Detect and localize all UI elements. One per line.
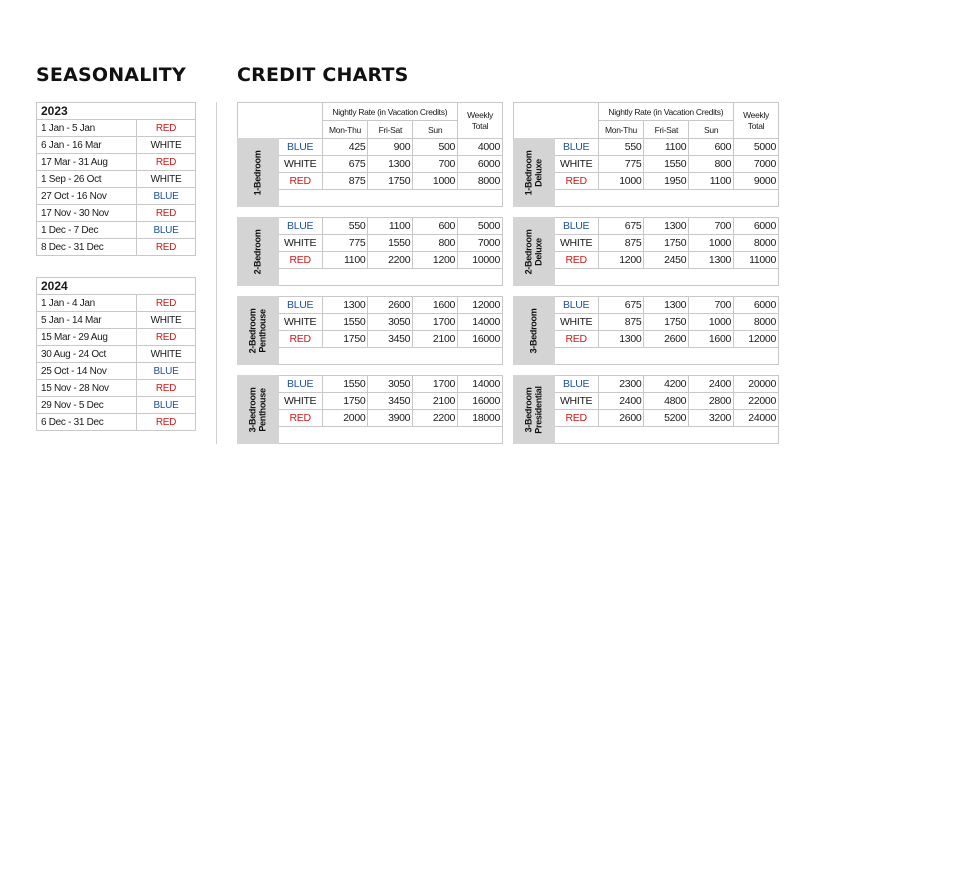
credit-value: 1300	[598, 331, 644, 348]
date-range: 17 Nov - 30 Nov	[37, 205, 137, 222]
season-label: WHITE	[278, 314, 322, 331]
table-row	[37, 295, 196, 312]
credit-value: 1000	[598, 173, 644, 190]
credit-value: 16000	[458, 393, 503, 410]
credit-value: 2200	[368, 252, 413, 269]
credit-value: 1700	[413, 314, 458, 331]
credit-value: 1000	[689, 235, 734, 252]
season-badge: RED	[137, 414, 196, 431]
room-name-line: 3-Bedroom	[528, 308, 539, 353]
credit-value: 1100	[644, 139, 689, 156]
date-range: 1 Sep - 26 Oct	[37, 171, 137, 188]
credit-value: 18000	[458, 410, 503, 427]
season-label: RED	[278, 252, 322, 269]
credit-value: 3450	[368, 393, 413, 410]
season-label: RED	[554, 173, 598, 190]
empty-cell	[554, 190, 778, 207]
season-badge: RED	[137, 380, 196, 397]
weekly-total-header	[734, 103, 779, 139]
sun-header: Sun	[413, 121, 458, 139]
room-rate-table	[513, 217, 779, 286]
table-row	[514, 218, 779, 235]
credit-charts-title: CREDIT CHARTS	[237, 64, 409, 86]
credit-value: 800	[689, 156, 734, 173]
room-rate-table	[513, 138, 779, 207]
season-badge: RED	[137, 239, 196, 256]
season-badge: BLUE	[137, 363, 196, 380]
room-name-line: Penthouse	[256, 308, 267, 353]
season-label: RED	[554, 410, 598, 427]
credit-value: 1750	[368, 173, 413, 190]
empty-cell	[278, 190, 502, 207]
season-label: WHITE	[554, 235, 598, 252]
fri-sat-header: Fri-Sat	[644, 121, 689, 139]
credit-value: 3050	[368, 376, 413, 393]
credit-value: 24000	[734, 410, 779, 427]
credit-value: 800	[413, 235, 458, 252]
credit-value: 2600	[598, 410, 644, 427]
table-row	[37, 188, 196, 205]
credit-value: 1700	[413, 376, 458, 393]
table-row	[37, 154, 196, 171]
header-blank	[514, 103, 599, 139]
year-row	[37, 103, 196, 120]
credit-value: 1200	[598, 252, 644, 269]
season-label: WHITE	[554, 393, 598, 410]
season-badge: WHITE	[137, 137, 196, 154]
credit-value: 2000	[322, 410, 368, 427]
credit-value: 2100	[413, 393, 458, 410]
season-label: WHITE	[278, 235, 322, 252]
room-rate-table	[237, 138, 503, 207]
room-type-label	[238, 376, 279, 444]
room-rate-table	[513, 296, 779, 365]
season-label: BLUE	[278, 297, 322, 314]
credit-value: 2200	[413, 410, 458, 427]
season-label: WHITE	[278, 156, 322, 173]
credit-value: 10000	[458, 252, 503, 269]
table-row	[238, 218, 503, 235]
credit-value: 1600	[689, 331, 734, 348]
credit-value: 1300	[644, 297, 689, 314]
date-range: 27 Oct - 16 Nov	[37, 188, 137, 205]
total-label: Total	[747, 120, 765, 131]
table-row	[37, 346, 196, 363]
season-label: BLUE	[278, 139, 322, 156]
date-range: 6 Jan - 16 Mar	[37, 137, 137, 154]
room-type-label	[238, 218, 279, 286]
credit-value: 9000	[734, 173, 779, 190]
table-row	[37, 222, 196, 239]
credit-value: 675	[322, 156, 368, 173]
table-row	[37, 120, 196, 137]
credit-value: 3200	[689, 410, 734, 427]
room-name-line: 2-Bedroom	[247, 308, 258, 353]
credit-value: 700	[689, 218, 734, 235]
date-range: 25 Oct - 14 Nov	[37, 363, 137, 380]
season-label: RED	[278, 331, 322, 348]
season-badge: BLUE	[137, 188, 196, 205]
credit-value: 2400	[598, 393, 644, 410]
credit-value: 6000	[734, 218, 779, 235]
credit-value: 16000	[458, 331, 503, 348]
date-range: 5 Jan - 14 Mar	[37, 312, 137, 329]
room-name-line: 2-Bedroom	[252, 229, 263, 274]
credit-chart-header	[237, 102, 503, 139]
season-label: BLUE	[554, 139, 598, 156]
room-name-line: 1-Bedroom	[252, 150, 263, 195]
room-name-line: 3-Bedroom	[247, 387, 258, 432]
season-label: RED	[278, 173, 322, 190]
year-label: 2023	[37, 103, 196, 120]
room-name-line: Penthouse	[256, 387, 267, 432]
date-range: 30 Aug - 24 Oct	[37, 346, 137, 363]
credit-value: 1750	[644, 235, 689, 252]
empty-cell	[554, 427, 778, 444]
credit-value: 425	[322, 139, 368, 156]
season-label: WHITE	[278, 393, 322, 410]
credit-value: 14000	[458, 376, 503, 393]
credit-value: 8000	[734, 314, 779, 331]
mon-thu-header: Mon-Thu	[322, 121, 368, 139]
table-row	[238, 297, 503, 314]
credit-value: 550	[598, 139, 644, 156]
table-row	[37, 239, 196, 256]
season-label: RED	[554, 252, 598, 269]
room-name-line: 3-Bedroom	[523, 387, 534, 432]
credit-value: 1550	[368, 235, 413, 252]
weekly-label: Weekly	[467, 109, 493, 120]
season-label: BLUE	[554, 218, 598, 235]
date-range: 15 Mar - 29 Aug	[37, 329, 137, 346]
room-rate-table	[237, 296, 503, 365]
credit-value: 600	[689, 139, 734, 156]
credit-value: 1550	[322, 314, 368, 331]
room-rate-table	[513, 375, 779, 444]
table-row	[514, 376, 779, 393]
credit-value: 4000	[458, 139, 503, 156]
seasonality-table-2024	[36, 277, 196, 431]
credit-value: 12000	[734, 331, 779, 348]
season-label: BLUE	[278, 218, 322, 235]
table-row	[238, 376, 503, 393]
table-row	[514, 297, 779, 314]
credit-value: 1950	[644, 173, 689, 190]
table-row	[37, 380, 196, 397]
table-row	[37, 414, 196, 431]
season-badge: WHITE	[137, 312, 196, 329]
credit-value: 1300	[322, 297, 368, 314]
credit-value: 1100	[689, 173, 734, 190]
nightly-rate-header: Nightly Rate (in Vacation Credits)	[598, 103, 734, 121]
room-name-line: Deluxe	[532, 237, 543, 266]
table-row	[37, 171, 196, 188]
room-type-label	[514, 297, 555, 365]
credit-value: 8000	[734, 235, 779, 252]
table-row	[37, 329, 196, 346]
sun-header: Sun	[689, 121, 734, 139]
credit-value: 1550	[644, 156, 689, 173]
credit-value: 500	[413, 139, 458, 156]
credit-value: 775	[322, 235, 368, 252]
total-label: Total	[471, 120, 489, 131]
season-label: BLUE	[278, 376, 322, 393]
credit-value: 2600	[368, 297, 413, 314]
season-label: BLUE	[554, 376, 598, 393]
credit-value: 5000	[734, 139, 779, 156]
credit-value: 6000	[458, 156, 503, 173]
date-range: 1 Jan - 4 Jan	[37, 295, 137, 312]
season-badge: RED	[137, 205, 196, 222]
credit-value: 2300	[598, 376, 644, 393]
credit-value: 875	[322, 173, 368, 190]
room-type-label	[514, 376, 555, 444]
credit-value: 2450	[644, 252, 689, 269]
weekly-total-header	[458, 103, 503, 139]
credit-value: 8000	[458, 173, 503, 190]
date-range: 8 Dec - 31 Dec	[37, 239, 137, 256]
date-range: 29 Nov - 5 Dec	[37, 397, 137, 414]
credit-value: 14000	[458, 314, 503, 331]
credit-value: 600	[413, 218, 458, 235]
season-badge: BLUE	[137, 397, 196, 414]
credit-value: 550	[322, 218, 368, 235]
room-type-label	[238, 297, 279, 365]
table-row	[37, 312, 196, 329]
season-badge: WHITE	[137, 171, 196, 188]
table-row	[238, 139, 503, 156]
credit-value: 1200	[413, 252, 458, 269]
season-label: RED	[554, 331, 598, 348]
season-badge: BLUE	[137, 222, 196, 239]
season-label: BLUE	[554, 297, 598, 314]
credit-value: 1300	[644, 218, 689, 235]
nightly-rate-header: Nightly Rate (in Vacation Credits)	[322, 103, 458, 121]
season-label: WHITE	[554, 314, 598, 331]
room-rate-table	[237, 375, 503, 444]
season-label: WHITE	[554, 156, 598, 173]
season-badge: RED	[137, 329, 196, 346]
credit-value: 6000	[734, 297, 779, 314]
empty-cell	[554, 269, 778, 286]
credit-value: 3050	[368, 314, 413, 331]
credit-value: 1600	[413, 297, 458, 314]
section-divider	[216, 102, 217, 444]
room-name-line: 2-Bedroom	[523, 229, 534, 274]
credit-value: 4200	[644, 376, 689, 393]
date-range: 6 Dec - 31 Dec	[37, 414, 137, 431]
credit-value: 1300	[689, 252, 734, 269]
room-type-label	[514, 139, 555, 207]
date-range: 1 Dec - 7 Dec	[37, 222, 137, 239]
credit-chart-header	[513, 102, 779, 139]
table-row	[37, 363, 196, 380]
credit-value: 900	[368, 139, 413, 156]
date-range: 1 Jan - 5 Jan	[37, 120, 137, 137]
credit-value: 1100	[368, 218, 413, 235]
fri-sat-header: Fri-Sat	[368, 121, 413, 139]
room-type-label	[238, 139, 279, 207]
empty-cell	[278, 427, 502, 444]
date-range: 17 Mar - 31 Aug	[37, 154, 137, 171]
credit-value: 1750	[322, 331, 368, 348]
credit-value: 3900	[368, 410, 413, 427]
seasonality-title: SEASONALITY	[36, 64, 186, 86]
credit-value: 775	[598, 156, 644, 173]
empty-cell	[278, 348, 502, 365]
header-blank	[238, 103, 323, 139]
credit-value: 700	[413, 156, 458, 173]
season-label: RED	[278, 410, 322, 427]
credit-value: 22000	[734, 393, 779, 410]
credit-value: 1550	[322, 376, 368, 393]
credit-value: 11000	[734, 252, 779, 269]
credit-value: 2100	[413, 331, 458, 348]
credit-value: 1000	[689, 314, 734, 331]
empty-cell	[278, 269, 502, 286]
credit-value: 5000	[458, 218, 503, 235]
room-rate-table	[237, 217, 503, 286]
credit-value: 5200	[644, 410, 689, 427]
credit-value: 4800	[644, 393, 689, 410]
season-badge: WHITE	[137, 346, 196, 363]
credit-value: 675	[598, 297, 644, 314]
seasonality-table-2023	[36, 102, 196, 256]
date-range: 15 Nov - 28 Nov	[37, 380, 137, 397]
credit-value: 700	[689, 297, 734, 314]
season-badge: RED	[137, 295, 196, 312]
year-label: 2024	[37, 278, 196, 295]
credit-value: 7000	[458, 235, 503, 252]
credit-value: 12000	[458, 297, 503, 314]
credit-value: 1100	[322, 252, 368, 269]
table-row	[514, 139, 779, 156]
credit-value: 1750	[644, 314, 689, 331]
credit-value: 1300	[368, 156, 413, 173]
room-name-line: 1-Bedroom	[523, 150, 534, 195]
credit-value: 1750	[322, 393, 368, 410]
credit-value: 875	[598, 314, 644, 331]
credit-value: 7000	[734, 156, 779, 173]
room-name-line: Presidential	[532, 385, 543, 434]
table-row	[37, 397, 196, 414]
credit-value: 2400	[689, 376, 734, 393]
room-type-label	[514, 218, 555, 286]
table-row	[37, 137, 196, 154]
credit-value: 2800	[689, 393, 734, 410]
year-row	[37, 278, 196, 295]
credit-value: 1000	[413, 173, 458, 190]
credit-value: 875	[598, 235, 644, 252]
credit-value: 675	[598, 218, 644, 235]
table-row	[37, 205, 196, 222]
room-name-line: Deluxe	[532, 158, 543, 187]
credit-value: 20000	[734, 376, 779, 393]
season-badge: RED	[137, 120, 196, 137]
season-badge: RED	[137, 154, 196, 171]
empty-cell	[554, 348, 778, 365]
credit-value: 3450	[368, 331, 413, 348]
credit-value: 2600	[644, 331, 689, 348]
mon-thu-header: Mon-Thu	[598, 121, 644, 139]
weekly-label: Weekly	[743, 109, 769, 120]
